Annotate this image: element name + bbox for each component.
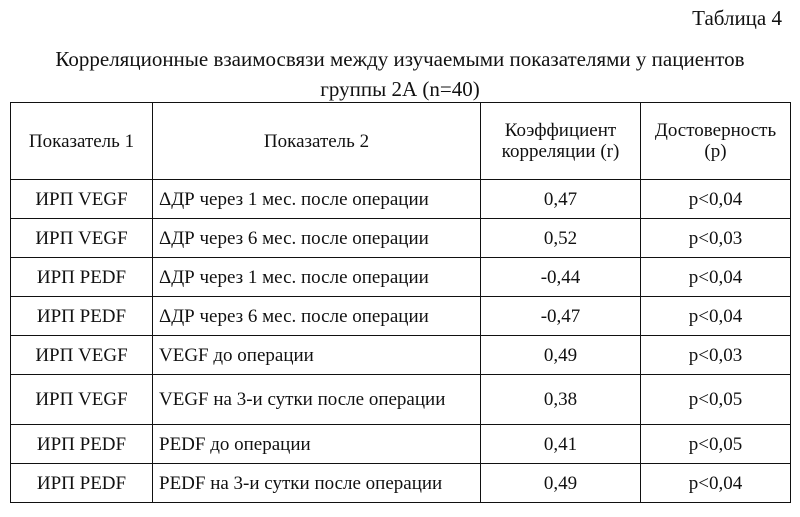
cell-indicator-1: ИРП VEGF <box>11 219 153 258</box>
header-significance <box>641 103 791 180</box>
cell-significance: p<0,05 <box>641 425 791 464</box>
cell-correlation: -0,47 <box>481 297 641 336</box>
cell-significance: p<0,03 <box>641 336 791 375</box>
header-coef-line-2: корреляции (r) <box>501 141 620 162</box>
table-row <box>11 375 791 425</box>
cell-indicator-1: ИРП PEDF <box>11 297 153 336</box>
cell-indicator-2: ΔДР через 6 мес. после операции <box>153 297 481 336</box>
cell-indicator-1: ИРП VEGF <box>11 180 153 219</box>
table-body <box>11 180 791 503</box>
header-indicator-2: Показатель 2 <box>153 103 481 180</box>
caption-line-1: Корреляционные взаимосвязи между изучаемыми показателями у пациентов <box>55 47 745 71</box>
table-caption <box>10 44 790 104</box>
cell-indicator-1: ИРП VEGF <box>11 336 153 375</box>
cell-indicator-2: PEDF на 3-и сутки после операции <box>153 464 481 503</box>
cell-correlation: 0,49 <box>481 336 641 375</box>
header-row <box>11 103 791 180</box>
cell-significance: p<0,05 <box>641 375 791 425</box>
cell-indicator-2: ΔДР через 1 мес. после операции <box>153 258 481 297</box>
cell-correlation: -0,44 <box>481 258 641 297</box>
cell-significance: p<0,04 <box>641 258 791 297</box>
table-number: Таблица 4 <box>692 6 782 30</box>
cell-indicator-1: ИРП PEDF <box>11 258 153 297</box>
header-sig-line-2: (p) <box>704 141 727 162</box>
correlation-table <box>10 102 791 503</box>
header-indicator-1: Показатель 1 <box>11 103 153 180</box>
header-correlation-coefficient <box>481 103 641 180</box>
table-row <box>11 336 791 375</box>
cell-significance: p<0,04 <box>641 180 791 219</box>
cell-significance: p<0,03 <box>641 219 791 258</box>
cell-indicator-1: ИРП PEDF <box>11 425 153 464</box>
cell-indicator-1: ИРП VEGF <box>11 375 153 425</box>
table-row <box>11 258 791 297</box>
table-row <box>11 297 791 336</box>
table-row <box>11 180 791 219</box>
table-row <box>11 425 791 464</box>
cell-correlation: 0,47 <box>481 180 641 219</box>
cell-indicator-2: PEDF до операции <box>153 425 481 464</box>
table-row <box>11 219 791 258</box>
cell-indicator-2: VEGF на 3-и сутки после операции <box>153 375 481 425</box>
table-header <box>11 103 791 180</box>
header-coef-line-1: Коэффициент <box>504 120 617 141</box>
header-sig-line-1: Достоверность <box>654 120 777 141</box>
cell-correlation: 0,41 <box>481 425 641 464</box>
cell-significance: p<0,04 <box>641 464 791 503</box>
cell-indicator-2: ΔДР через 1 мес. после операции <box>153 180 481 219</box>
cell-correlation: 0,52 <box>481 219 641 258</box>
caption-line-2: группы 2А (n=40) <box>320 77 480 101</box>
cell-correlation: 0,38 <box>481 375 641 425</box>
cell-indicator-2: ΔДР через 6 мес. после операции <box>153 219 481 258</box>
cell-significance: p<0,04 <box>641 297 791 336</box>
table-row <box>11 464 791 503</box>
cell-correlation: 0,49 <box>481 464 641 503</box>
cell-indicator-1: ИРП PEDF <box>11 464 153 503</box>
cell-indicator-2: VEGF до операции <box>153 336 481 375</box>
